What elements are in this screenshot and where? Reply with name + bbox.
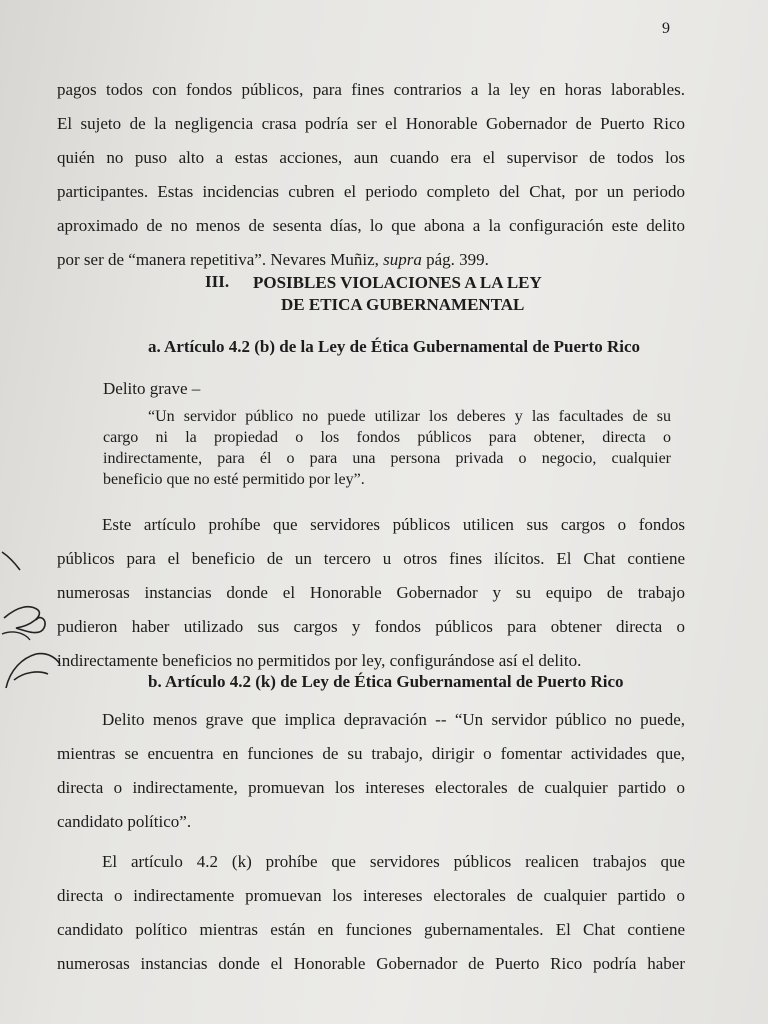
paragraph-article-k-analysis <box>57 845 685 981</box>
subheading-article-4-2-b: a. Artículo 4.2 (b) de la Ley de Ética Gubernamental de Puerto Rico <box>148 337 641 356</box>
text-line: El sujeto de la negligencia crasa podría ser el Honorable Gobernador de Puerto Rico <box>57 114 685 133</box>
text-line: indirectamente beneficios no permitidos por ley, configurándose así el delito. <box>57 651 582 670</box>
citation-text: por ser de “manera repetitiva”. Nevares Muñiz, <box>57 250 384 269</box>
text-line: pudieron haber utilizado sus cargos y fondos públicos para obtener directa o <box>57 617 685 636</box>
citation-page: pág. 399. <box>421 250 489 269</box>
section-number: III. <box>205 272 230 291</box>
text-line: numerosas instancias donde el Honorable Gobernador y su equipo de trabajo <box>57 583 685 602</box>
quote-line: “Un servidor público no puede utilizar los deberes y las facultades de su <box>148 408 671 425</box>
text-line: mientras se encuentra en funciones de su trabajo, dirigir o fomentar actividades que, <box>57 744 685 763</box>
text-line: candidato político mientras están en funciones gubernamentales. El Chat contiene <box>57 920 685 939</box>
text-line: aproximado de no menos de sesenta días, lo que abona a la configuración este delito <box>57 216 685 235</box>
handwritten-initials-mark <box>0 540 70 700</box>
text-line: directa o indirectamente, promuevan los intereses electorales de cualquier partido o <box>57 778 685 797</box>
text-line: Este artículo prohíbe que servidores públicos utilicen sus cargos o fondos <box>102 515 685 534</box>
page-number: 9 <box>662 20 670 37</box>
section-heading-line1: POSIBLES VIOLACIONES A LA LEY <box>253 273 542 292</box>
text-line: quién no puso alto a estas acciones, aun cuando era el supervisor de todos los <box>57 148 685 167</box>
block-quote-article-b <box>103 406 671 490</box>
text-line: directa o indirectamente promuevan los intereses electorales de cualquier partido o <box>57 886 685 905</box>
text-line: El artículo 4.2 (k) prohíbe que servidores públicos realicen trabajos que <box>102 852 685 871</box>
text-line: participantes. Estas incidencias cubren el periodo completo del Chat, por un periodo <box>57 182 685 201</box>
section-heading-line2: DE ETICA GUBERNAMENTAL <box>281 295 525 314</box>
quote-line: cargo ni la propiedad o los fondos públicos para obtener, directa o <box>103 429 671 446</box>
section-heading <box>253 272 542 316</box>
text-line: pagos todos con fondos públicos, para fines contrarios a la ley en horas laborables. <box>57 80 685 99</box>
paragraph-article-b-analysis <box>57 508 685 678</box>
delito-grave-label: Delito grave – <box>103 379 201 398</box>
quote-line: beneficio que no esté permitido por ley”. <box>103 471 365 488</box>
text-line: públicos para el beneficio de un tercero u otros fines ilícitos. El Chat contiene <box>57 549 685 568</box>
paragraph-article-k-quote <box>57 703 685 839</box>
text-line: Delito menos grave que implica depravación -- “Un servidor público no puede, <box>102 710 685 729</box>
text-line: candidato político”. <box>57 812 192 831</box>
text-line: numerosas instancias donde el Honorable Gobernador de Puerto Rico podría haber <box>57 954 685 973</box>
quote-line: indirectamente, para él o para una persona privada o negocio, cualquier <box>103 450 671 467</box>
paragraph-negligence <box>57 73 685 277</box>
citation-italic: supra <box>383 250 422 269</box>
subheading-article-4-2-k: b. Artículo 4.2 (k) de Ley de Ética Gubernamental de Puerto Rico <box>148 672 624 691</box>
